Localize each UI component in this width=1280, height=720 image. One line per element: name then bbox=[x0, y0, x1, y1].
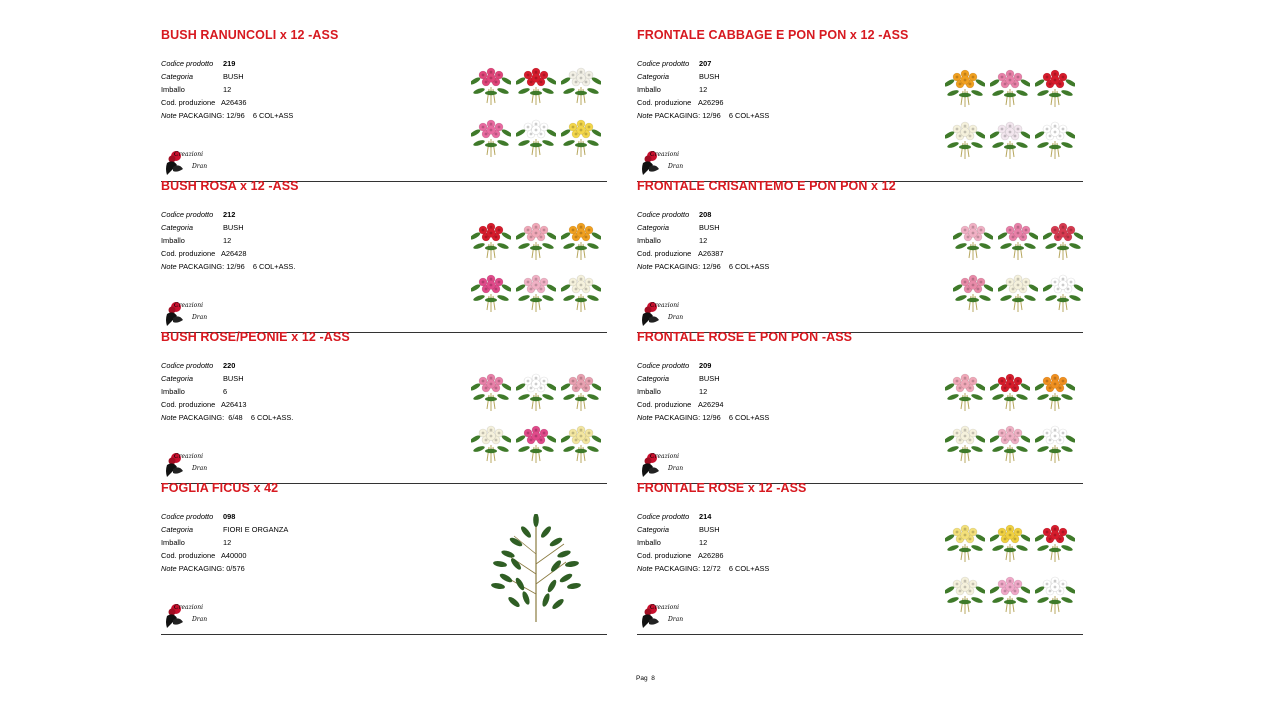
field-label: Codice prodotto bbox=[161, 361, 214, 370]
field-prod bbox=[637, 400, 724, 409]
product-title: FRONTALE CABBAGE E PON PON x 12 -ASS bbox=[637, 28, 909, 42]
field-value: 12 bbox=[223, 85, 232, 94]
flower-bouquet-image bbox=[998, 218, 1038, 262]
flower-bouquet-image bbox=[516, 63, 556, 107]
brand-logo bbox=[639, 300, 695, 328]
field-value: BUSH bbox=[223, 72, 244, 81]
field-label: Imballo bbox=[637, 387, 661, 396]
brand-logo bbox=[639, 451, 695, 479]
flower-bouquet-image bbox=[990, 520, 1030, 564]
product-card bbox=[637, 179, 1083, 333]
flower-bouquet-image bbox=[1035, 572, 1075, 616]
field-category bbox=[161, 72, 244, 81]
flower-bouquet-image bbox=[561, 270, 601, 314]
field-label: Categoria bbox=[637, 72, 670, 81]
flower-bouquet-image bbox=[516, 218, 556, 262]
flower-bouquet-image bbox=[471, 115, 511, 159]
field-label: Note bbox=[637, 413, 653, 422]
field-pack bbox=[161, 236, 232, 245]
flower-bouquet-image bbox=[471, 369, 511, 413]
brand-logo bbox=[163, 451, 219, 479]
field-value: BUSH bbox=[699, 223, 720, 232]
product-title: BUSH ROSA x 12 -ASS bbox=[161, 179, 299, 193]
flower-bouquet-image bbox=[1035, 421, 1075, 465]
page-number-value: 8 bbox=[651, 675, 655, 682]
field-label: Cod. produzione bbox=[637, 98, 692, 107]
field-pack bbox=[161, 387, 228, 396]
field-label: Cod. produzione bbox=[161, 98, 216, 107]
field-prod bbox=[637, 249, 724, 258]
flower-bouquet-image bbox=[1035, 117, 1075, 161]
field-prod bbox=[637, 98, 724, 107]
field-prod bbox=[161, 98, 247, 107]
flower-bouquet-image bbox=[561, 421, 601, 465]
field-label: Codice prodotto bbox=[637, 59, 690, 68]
field-value: BUSH bbox=[699, 72, 720, 81]
logo-text: Creazioni bbox=[650, 453, 680, 460]
field-value: PACKAGING: 12/96 6 COL+ASS bbox=[654, 111, 770, 120]
field-label: Note bbox=[637, 564, 653, 573]
ficus-leaf-image bbox=[486, 514, 586, 626]
field-value: A26296 bbox=[698, 98, 724, 107]
flower-bouquet-image bbox=[516, 421, 556, 465]
flower-bouquet-image bbox=[945, 65, 985, 109]
brand-logo bbox=[163, 300, 219, 328]
field-prod bbox=[161, 400, 247, 409]
field-code bbox=[161, 512, 236, 521]
field-label: Codice prodotto bbox=[637, 512, 690, 521]
logo-text: Dran bbox=[668, 465, 684, 472]
field-value: A26294 bbox=[698, 400, 724, 409]
field-value: BUSH bbox=[699, 374, 720, 383]
field-code bbox=[161, 59, 236, 68]
flower-bouquet-image bbox=[561, 369, 601, 413]
field-code bbox=[637, 361, 712, 370]
field-label: Cod. produzione bbox=[161, 551, 216, 560]
field-value: PACKAGING: 12/96 6 COL+ASS bbox=[654, 262, 770, 271]
field-value: PACKAGING: 12/96 6 COL+ASS bbox=[178, 111, 294, 120]
field-label: Codice prodotto bbox=[637, 361, 690, 370]
field-label: Categoria bbox=[161, 374, 194, 383]
logo-text: Creazioni bbox=[174, 604, 204, 611]
field-label: Note bbox=[637, 262, 653, 271]
field-note bbox=[161, 111, 293, 120]
flower-bouquet-image bbox=[516, 369, 556, 413]
field-value: A26428 bbox=[221, 249, 247, 258]
field-label: Cod. produzione bbox=[161, 249, 216, 258]
field-note bbox=[637, 111, 769, 120]
flower-bouquet-image bbox=[953, 218, 993, 262]
product-card bbox=[161, 179, 607, 333]
product-title: FRONTALE CRISANTEMO E PON PON x 12 bbox=[637, 179, 896, 193]
field-label: Codice prodotto bbox=[161, 512, 214, 521]
product-card bbox=[161, 330, 607, 484]
field-pack bbox=[161, 85, 232, 94]
flower-bouquet-image bbox=[990, 369, 1030, 413]
field-label: Note bbox=[161, 262, 177, 271]
flower-bouquet-image bbox=[516, 115, 556, 159]
field-code bbox=[637, 210, 712, 219]
flower-bouquet-image bbox=[990, 117, 1030, 161]
field-value: 209 bbox=[699, 361, 712, 370]
field-category bbox=[637, 223, 720, 232]
logo-text: Dran bbox=[668, 616, 684, 623]
flower-bouquet-image bbox=[990, 65, 1030, 109]
flower-bouquet-image bbox=[998, 270, 1038, 314]
brand-logo bbox=[163, 149, 219, 177]
field-note bbox=[161, 564, 245, 573]
field-note bbox=[637, 564, 769, 573]
field-label: Categoria bbox=[161, 223, 194, 232]
field-note bbox=[161, 262, 295, 271]
field-value: 214 bbox=[699, 512, 712, 521]
field-value: PACKAGING: 6/48 6 COL+ASS. bbox=[178, 413, 294, 422]
field-value: PACKAGING: 12/72 6 COL+ASS bbox=[654, 564, 770, 573]
field-prod bbox=[161, 551, 247, 560]
field-code bbox=[637, 59, 712, 68]
field-label: Imballo bbox=[637, 236, 661, 245]
field-label: Imballo bbox=[637, 85, 661, 94]
field-label: Imballo bbox=[161, 387, 185, 396]
logo-text: Dran bbox=[192, 465, 208, 472]
field-label: Note bbox=[161, 564, 177, 573]
field-value: BUSH bbox=[223, 374, 244, 383]
field-pack bbox=[161, 538, 232, 547]
field-category bbox=[161, 223, 244, 232]
page-label: Pag bbox=[636, 675, 648, 682]
flower-bouquet-image bbox=[945, 369, 985, 413]
logo-text: Dran bbox=[192, 314, 208, 321]
product-title: BUSH ROSE/PEONIE x 12 -ASS bbox=[161, 330, 350, 344]
field-label: Categoria bbox=[637, 374, 670, 383]
field-note bbox=[637, 413, 769, 422]
flower-bouquet-image bbox=[1035, 65, 1075, 109]
page-number bbox=[636, 675, 655, 682]
field-value: PACKAGING: 0/576 bbox=[178, 564, 245, 573]
field-value: 098 bbox=[223, 512, 236, 521]
field-value: 12 bbox=[699, 236, 708, 245]
product-card bbox=[637, 28, 1083, 182]
flower-bouquet-image bbox=[953, 270, 993, 314]
field-label: Imballo bbox=[161, 538, 185, 547]
field-value: 212 bbox=[223, 210, 236, 219]
field-value: BUSH bbox=[699, 525, 720, 534]
logo-text: Dran bbox=[192, 163, 208, 170]
field-label: Codice prodotto bbox=[161, 210, 214, 219]
field-value: A40000 bbox=[221, 551, 247, 560]
flower-bouquet-image bbox=[1035, 520, 1075, 564]
flower-bouquet-image bbox=[1043, 218, 1083, 262]
field-label: Note bbox=[161, 413, 177, 422]
logo-text: Dran bbox=[668, 314, 684, 321]
field-category bbox=[637, 374, 720, 383]
field-value: 208 bbox=[699, 210, 712, 219]
flower-bouquet-image bbox=[516, 270, 556, 314]
logo-text: Creazioni bbox=[650, 302, 680, 309]
field-value: PACKAGING: 12/96 6 COL+ASS bbox=[654, 413, 770, 422]
field-label: Categoria bbox=[637, 223, 670, 232]
field-pack bbox=[637, 236, 708, 245]
field-category bbox=[637, 525, 720, 534]
field-label: Note bbox=[161, 111, 177, 120]
flower-bouquet-image bbox=[561, 218, 601, 262]
product-card bbox=[161, 481, 607, 635]
logo-text: Creazioni bbox=[174, 453, 204, 460]
flower-bouquet-image bbox=[945, 117, 985, 161]
field-code bbox=[637, 512, 712, 521]
field-note bbox=[637, 262, 769, 271]
field-value: 12 bbox=[223, 236, 232, 245]
field-pack bbox=[637, 538, 708, 547]
field-category bbox=[161, 374, 244, 383]
field-value: A26387 bbox=[698, 249, 724, 258]
field-label: Cod. produzione bbox=[637, 551, 692, 560]
field-label: Imballo bbox=[161, 85, 185, 94]
brand-logo bbox=[639, 149, 695, 177]
flower-bouquet-image bbox=[471, 270, 511, 314]
field-label: Categoria bbox=[161, 525, 194, 534]
field-label: Imballo bbox=[637, 538, 661, 547]
product-title: FRONTALE ROSE x 12 -ASS bbox=[637, 481, 807, 495]
product-card bbox=[637, 481, 1083, 635]
field-value: 12 bbox=[699, 85, 708, 94]
logo-text: Creazioni bbox=[174, 151, 204, 158]
field-value: 12 bbox=[699, 387, 708, 396]
field-note bbox=[161, 413, 293, 422]
field-label: Imballo bbox=[161, 236, 185, 245]
field-code bbox=[161, 361, 236, 370]
logo-text: Dran bbox=[668, 163, 684, 170]
logo-text: Creazioni bbox=[174, 302, 204, 309]
field-value: A26413 bbox=[221, 400, 247, 409]
field-label: Codice prodotto bbox=[161, 59, 214, 68]
field-pack bbox=[637, 387, 708, 396]
brand-logo bbox=[163, 602, 219, 630]
field-value: A26286 bbox=[698, 551, 724, 560]
flower-bouquet-image bbox=[1035, 369, 1075, 413]
field-value: A26436 bbox=[221, 98, 247, 107]
flower-bouquet-image bbox=[561, 115, 601, 159]
flower-bouquet-image bbox=[471, 218, 511, 262]
flower-bouquet-image bbox=[1043, 270, 1083, 314]
product-card bbox=[637, 330, 1083, 484]
field-value: 220 bbox=[223, 361, 236, 370]
field-value: BUSH bbox=[223, 223, 244, 232]
flower-bouquet-image bbox=[471, 421, 511, 465]
flower-bouquet-image bbox=[945, 520, 985, 564]
field-label: Categoria bbox=[161, 72, 194, 81]
field-category bbox=[637, 72, 720, 81]
field-label: Cod. produzione bbox=[637, 249, 692, 258]
field-label: Cod. produzione bbox=[637, 400, 692, 409]
field-code bbox=[161, 210, 236, 219]
flower-bouquet-image bbox=[561, 63, 601, 107]
field-prod bbox=[637, 551, 724, 560]
brand-logo bbox=[639, 602, 695, 630]
product-card bbox=[161, 28, 607, 182]
product-title: BUSH RANUNCOLI x 12 -ASS bbox=[161, 28, 339, 42]
field-pack bbox=[637, 85, 708, 94]
field-value: 12 bbox=[223, 538, 232, 547]
field-label: Codice prodotto bbox=[637, 210, 690, 219]
logo-text: Creazioni bbox=[650, 151, 680, 158]
field-value: FIORI E ORGANZA bbox=[223, 525, 289, 534]
flower-bouquet-image bbox=[471, 63, 511, 107]
field-prod bbox=[161, 249, 247, 258]
flower-bouquet-image bbox=[945, 572, 985, 616]
flower-bouquet-image bbox=[945, 421, 985, 465]
flower-bouquet-image bbox=[990, 421, 1030, 465]
field-value: 6 bbox=[223, 387, 228, 396]
product-title: FRONTALE ROSE E PON PON -ASS bbox=[637, 330, 853, 344]
logo-text: Creazioni bbox=[650, 604, 680, 611]
field-value: 207 bbox=[699, 59, 712, 68]
field-value: 219 bbox=[223, 59, 236, 68]
logo-text: Dran bbox=[192, 616, 208, 623]
field-category bbox=[161, 525, 289, 534]
field-label: Cod. produzione bbox=[161, 400, 216, 409]
flower-bouquet-image bbox=[990, 572, 1030, 616]
field-value: PACKAGING: 12/96 6 COL+ASS. bbox=[178, 262, 296, 271]
field-label: Categoria bbox=[637, 525, 670, 534]
field-label: Note bbox=[637, 111, 653, 120]
field-value: 12 bbox=[699, 538, 708, 547]
product-title: FOGLIA FICUS x 42 bbox=[161, 481, 279, 495]
